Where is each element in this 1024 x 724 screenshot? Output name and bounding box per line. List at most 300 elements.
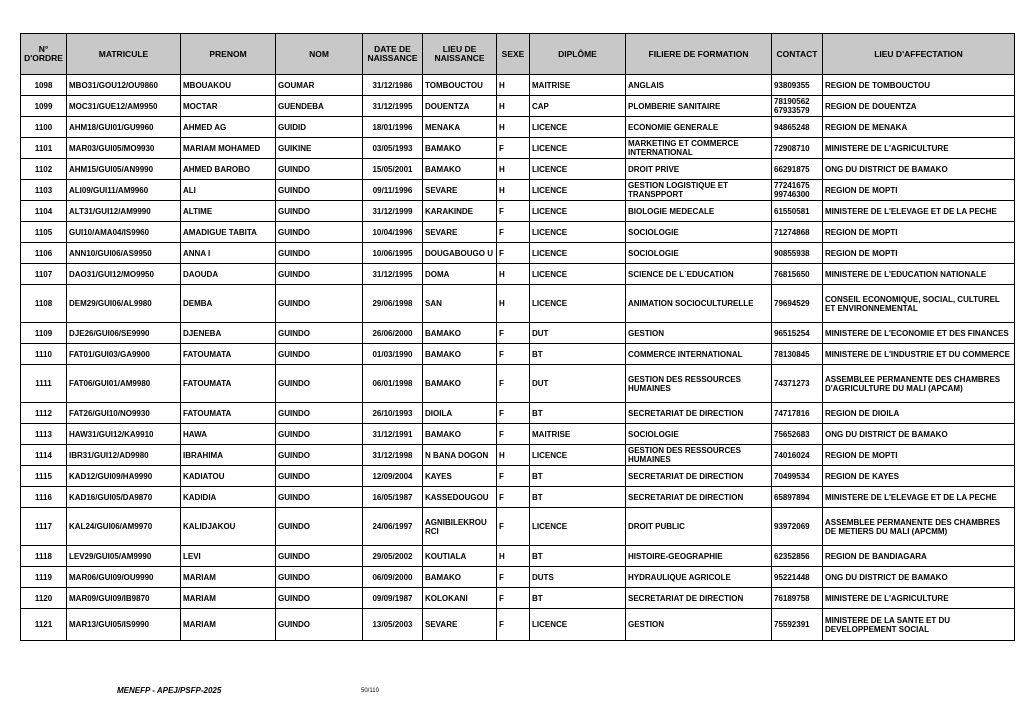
cell-diplome: LICENCE (530, 222, 626, 243)
cell-ordre: 1107 (21, 264, 67, 285)
cell-ordre: 1112 (21, 403, 67, 424)
cell-nom: GUINDO (276, 344, 363, 365)
cell-nom: GUINDO (276, 424, 363, 445)
cell-date-naissance: 13/05/2003 (363, 609, 423, 641)
cell-affectation: MINISTERE DE L'EDUCATION NATIONALE (823, 264, 1015, 285)
cell-ordre: 1115 (21, 466, 67, 487)
cell-sexe: F (497, 243, 530, 264)
cell-filiere: GESTION LOGISTIQUE ET TRANSPPORT (626, 180, 772, 201)
cell-contact: 76815650 (772, 264, 823, 285)
cell-ordre: 1117 (21, 508, 67, 546)
cell-ordre: 1121 (21, 609, 67, 641)
cell-lieu-naissance: BAMAKO (423, 159, 497, 180)
cell-nom: GUINDO (276, 588, 363, 609)
cell-diplome: LICENCE (530, 508, 626, 546)
cell-contact: 70499534 (772, 466, 823, 487)
cell-contact: 95221448 (772, 567, 823, 588)
cell-date-naissance: 31/12/1998 (363, 445, 423, 466)
cell-matricule: MBO31/GOU12/OU9860 (67, 75, 181, 96)
cell-sexe: F (497, 403, 530, 424)
table-row (21, 466, 1015, 487)
cell-prenom: LEVI (181, 546, 276, 567)
cell-affectation: REGION DE MOPTI (823, 222, 1015, 243)
cell-matricule: AHM18/GUI01/GU9960 (67, 117, 181, 138)
cell-prenom: MARIAM MOHAMED (181, 138, 276, 159)
cell-affectation: ASSEMBLEE PERMANENTE DES CHAMBRES DE METIERS DU MALI (APCMM) (823, 508, 1015, 546)
header-date-naissance: DATE DE NAISSANCE (363, 34, 423, 75)
cell-diplome: BT (530, 466, 626, 487)
cell-lieu-naissance: SEVARE (423, 222, 497, 243)
cell-contact: 61550581 (772, 201, 823, 222)
cell-prenom: FATOUMATA (181, 344, 276, 365)
cell-date-naissance: 15/05/2001 (363, 159, 423, 180)
cell-contact: 78190562 67933579 (772, 96, 823, 117)
cell-ordre: 1113 (21, 424, 67, 445)
table-header-row (21, 34, 1015, 75)
cell-nom: GUINDO (276, 403, 363, 424)
cell-nom: GUINDO (276, 365, 363, 403)
cell-ordre: 1098 (21, 75, 67, 96)
cell-ordre: 1100 (21, 117, 67, 138)
cell-diplome: DUT (530, 365, 626, 403)
cell-prenom: AHMED BAROBO (181, 159, 276, 180)
cell-sexe: H (497, 96, 530, 117)
cell-filiere: DROIT PRIVE (626, 159, 772, 180)
cell-lieu-naissance: DIOILA (423, 403, 497, 424)
cell-sexe: H (497, 285, 530, 323)
cell-diplome: LICENCE (530, 243, 626, 264)
table-row (21, 96, 1015, 117)
cell-contact: 90855938 (772, 243, 823, 264)
cell-affectation: MINISTERE DE L'ELEVAGE ET DE LA PECHE (823, 487, 1015, 508)
cell-ordre: 1103 (21, 180, 67, 201)
cell-sexe: H (497, 75, 530, 96)
table-row (21, 424, 1015, 445)
cell-lieu-naissance: SEVARE (423, 609, 497, 641)
cell-prenom: DAOUDA (181, 264, 276, 285)
cell-date-naissance: 24/06/1997 (363, 508, 423, 546)
cell-nom: GUINDO (276, 285, 363, 323)
cell-lieu-naissance: KOUTIALA (423, 546, 497, 567)
cell-filiere: MARKETING ET COMMERCE INTERNATIONAL (626, 138, 772, 159)
cell-lieu-naissance: BAMAKO (423, 365, 497, 403)
cell-sexe: F (497, 138, 530, 159)
cell-contact: 74016024 (772, 445, 823, 466)
cell-date-naissance: 26/10/1993 (363, 403, 423, 424)
cell-filiere: SOCIOLOGIE (626, 222, 772, 243)
table-row (21, 567, 1015, 588)
cell-contact: 75592391 (772, 609, 823, 641)
cell-sexe: H (497, 180, 530, 201)
cell-date-naissance: 26/06/2000 (363, 323, 423, 344)
cell-diplome: CAP (530, 96, 626, 117)
cell-sexe: H (497, 445, 530, 466)
cell-affectation: REGION DE KAYES (823, 466, 1015, 487)
cell-lieu-naissance: DOUENTZA (423, 96, 497, 117)
cell-matricule: MAR09/GUI09/IB9870 (67, 588, 181, 609)
cell-sexe: F (497, 201, 530, 222)
header-sexe: SEXE (497, 34, 530, 75)
table-row (21, 159, 1015, 180)
cell-sexe: F (497, 487, 530, 508)
cell-affectation: REGION DE MOPTI (823, 243, 1015, 264)
cell-ordre: 1118 (21, 546, 67, 567)
cell-ordre: 1116 (21, 487, 67, 508)
cell-lieu-naissance: SEVARE (423, 180, 497, 201)
cell-matricule: ALI09/GUI11/AM9960 (67, 180, 181, 201)
table-row (21, 508, 1015, 546)
table-row (21, 365, 1015, 403)
cell-nom: GUINDO (276, 546, 363, 567)
cell-ordre: 1099 (21, 96, 67, 117)
cell-date-naissance: 16/05/1987 (363, 487, 423, 508)
cell-contact: 74371273 (772, 365, 823, 403)
cell-matricule: GUI10/AMA04/IS9960 (67, 222, 181, 243)
cell-sexe: F (497, 365, 530, 403)
cell-prenom: MBOUAKOU (181, 75, 276, 96)
cell-matricule: KAD16/GUI05/DA9870 (67, 487, 181, 508)
cell-diplome: LICENCE (530, 609, 626, 641)
cell-sexe: H (497, 117, 530, 138)
cell-affectation: REGION DE BANDIAGARA (823, 546, 1015, 567)
cell-matricule: ALT31/GUI12/AM9990 (67, 201, 181, 222)
cell-prenom: KADIATOU (181, 466, 276, 487)
cell-filiere: GESTION DES RESSOURCES HUMAINES (626, 365, 772, 403)
table-row (21, 201, 1015, 222)
cell-nom: GUINDO (276, 180, 363, 201)
cell-ordre: 1114 (21, 445, 67, 466)
cell-affectation: MINISTERE DE L'INDUSTRIE ET DU COMMERCE (823, 344, 1015, 365)
table-row (21, 285, 1015, 323)
cell-prenom: ANNA I (181, 243, 276, 264)
cell-prenom: MOCTAR (181, 96, 276, 117)
cell-ordre: 1120 (21, 588, 67, 609)
header-filiere: FILIERE DE FORMATION (626, 34, 772, 75)
cell-lieu-naissance: AGNIBILEKROU RCI (423, 508, 497, 546)
cell-matricule: LEV29/GUI05/AM9990 (67, 546, 181, 567)
cell-prenom: AHMED AG (181, 117, 276, 138)
cell-nom: GUIDID (276, 117, 363, 138)
cell-nom: GUINDO (276, 323, 363, 344)
cell-contact: 94865248 (772, 117, 823, 138)
table-row (21, 403, 1015, 424)
cell-matricule: MAR06/GUI09/OU9990 (67, 567, 181, 588)
cell-diplome: LICENCE (530, 180, 626, 201)
table-row (21, 264, 1015, 285)
cell-date-naissance: 06/09/2000 (363, 567, 423, 588)
cell-date-naissance: 29/05/2002 (363, 546, 423, 567)
table-row (21, 546, 1015, 567)
cell-nom: GUIKINE (276, 138, 363, 159)
cell-contact: 71274868 (772, 222, 823, 243)
header-affectation: LIEU D'AFFECTATION (823, 34, 1015, 75)
cell-filiere: SCIENCE DE L`EDUCATION (626, 264, 772, 285)
cell-lieu-naissance: N BANA DOGON (423, 445, 497, 466)
header-prenom: PRENOM (181, 34, 276, 75)
table-row (21, 609, 1015, 641)
cell-nom: GUINDO (276, 466, 363, 487)
cell-date-naissance: 31/12/1991 (363, 424, 423, 445)
page-number: 50/110 (361, 688, 379, 694)
cell-lieu-naissance: KARAKINDE (423, 201, 497, 222)
cell-filiere: GESTION (626, 609, 772, 641)
cell-matricule: HAW31/GUI12/KA9910 (67, 424, 181, 445)
table-row (21, 487, 1015, 508)
header-contact: CONTACT (772, 34, 823, 75)
cell-filiere: GESTION DES RESSOURCES HUMAINES (626, 445, 772, 466)
cell-filiere: SECRETARIAT DE DIRECTION (626, 588, 772, 609)
cell-affectation: REGION DE MOPTI (823, 180, 1015, 201)
table-row (21, 180, 1015, 201)
cell-lieu-naissance: SAN (423, 285, 497, 323)
cell-prenom: KALIDJAKOU (181, 508, 276, 546)
cell-affectation: REGION DE TOMBOUCTOU (823, 75, 1015, 96)
cell-sexe: F (497, 609, 530, 641)
cell-contact: 77241675 99746300 (772, 180, 823, 201)
cell-diplome: LICENCE (530, 138, 626, 159)
cell-contact: 78130845 (772, 344, 823, 365)
cell-matricule: ANN10/GUI06/AS9950 (67, 243, 181, 264)
cell-filiere: GESTION (626, 323, 772, 344)
cell-affectation: CONSEIL ECONOMIQUE, SOCIAL, CULTUREL ET ENVIRONNEMENTAL (823, 285, 1015, 323)
cell-date-naissance: 06/01/1998 (363, 365, 423, 403)
cell-prenom: DEMBA (181, 285, 276, 323)
cell-nom: GUINDO (276, 264, 363, 285)
cell-sexe: F (497, 567, 530, 588)
cell-affectation: MINISTERE DE LA SANTE ET DU DEVELOPPEMENT SOCIAL (823, 609, 1015, 641)
cell-ordre: 1108 (21, 285, 67, 323)
cell-sexe: F (497, 508, 530, 546)
cell-filiere: DROIT PUBLIC (626, 508, 772, 546)
cell-ordre: 1104 (21, 201, 67, 222)
cell-prenom: MARIAM (181, 588, 276, 609)
header-nom: NOM (276, 34, 363, 75)
cell-filiere: BIOLOGIE MEDECALE (626, 201, 772, 222)
cell-diplome: BT (530, 588, 626, 609)
cell-nom: GUINDO (276, 609, 363, 641)
cell-lieu-naissance: BAMAKO (423, 344, 497, 365)
cell-diplome: BT (530, 546, 626, 567)
cell-ordre: 1109 (21, 323, 67, 344)
cell-lieu-naissance: KAYES (423, 466, 497, 487)
cell-filiere: HYDRAULIQUE AGRICOLE (626, 567, 772, 588)
cell-nom: GUINDO (276, 487, 363, 508)
cell-affectation: MINISTERE DE L'ELEVAGE ET DE LA PECHE (823, 201, 1015, 222)
cell-prenom: DJENEBA (181, 323, 276, 344)
cell-affectation: REGION DE DOUENTZA (823, 96, 1015, 117)
cell-ordre: 1111 (21, 365, 67, 403)
cell-contact: 65897894 (772, 487, 823, 508)
header-lieu-naissance: LIEU DE NAISSANCE (423, 34, 497, 75)
cell-contact: 76189758 (772, 588, 823, 609)
cell-contact: 93809355 (772, 75, 823, 96)
cell-diplome: MAITRISE (530, 424, 626, 445)
cell-filiere: ANGLAIS (626, 75, 772, 96)
cell-prenom: KADIDIA (181, 487, 276, 508)
cell-filiere: PLOMBERIE SANITAIRE (626, 96, 772, 117)
cell-matricule: IBR31/GUI12/AD9980 (67, 445, 181, 466)
cell-lieu-naissance: KOLOKANI (423, 588, 497, 609)
cell-prenom: HAWA (181, 424, 276, 445)
table-row (21, 222, 1015, 243)
cell-filiere: SECRETARIAT DE DIRECTION (626, 487, 772, 508)
table-row (21, 344, 1015, 365)
cell-matricule: MOC31/GUE12/AM9950 (67, 96, 181, 117)
cell-filiere: SOCIOLOGIE (626, 243, 772, 264)
cell-sexe: F (497, 323, 530, 344)
cell-lieu-naissance: KASSEDOUGOU (423, 487, 497, 508)
cell-lieu-naissance: MENAKA (423, 117, 497, 138)
cell-prenom: ALI (181, 180, 276, 201)
cell-diplome: LICENCE (530, 285, 626, 323)
cell-contact: 74717816 (772, 403, 823, 424)
cell-prenom: FATOUMATA (181, 403, 276, 424)
cell-nom: GUENDEBA (276, 96, 363, 117)
cell-matricule: FAT01/GUI03/GA9900 (67, 344, 181, 365)
cell-sexe: F (497, 344, 530, 365)
cell-matricule: DEM29/GUI06/AL9980 (67, 285, 181, 323)
table-row (21, 588, 1015, 609)
cell-date-naissance: 10/06/1995 (363, 243, 423, 264)
cell-diplome: BT (530, 487, 626, 508)
header-ordre: N° D'ORDRE (21, 34, 67, 75)
cell-date-naissance: 09/11/1996 (363, 180, 423, 201)
cell-sexe: H (497, 159, 530, 180)
cell-date-naissance: 01/03/1990 (363, 344, 423, 365)
table-row (21, 445, 1015, 466)
cell-date-naissance: 10/04/1996 (363, 222, 423, 243)
cell-affectation: MINISTERE DE L'ECONOMIE ET DES FINANCES (823, 323, 1015, 344)
cell-filiere: ANIMATION SOCIOCULTURELLE (626, 285, 772, 323)
cell-affectation: REGION DE MENAKA (823, 117, 1015, 138)
footer-program-label: MENEFP - APEJ/PSFP-2025 (117, 686, 222, 695)
cell-diplome: MAITRISE (530, 75, 626, 96)
cell-ordre: 1101 (21, 138, 67, 159)
cell-ordre: 1105 (21, 222, 67, 243)
cell-prenom: IBRAHIMA (181, 445, 276, 466)
beneficiaries-table (20, 33, 1015, 641)
cell-filiere: SOCIOLOGIE (626, 424, 772, 445)
cell-prenom: MARIAM (181, 567, 276, 588)
cell-diplome: LICENCE (530, 159, 626, 180)
table-row (21, 243, 1015, 264)
cell-diplome: LICENCE (530, 201, 626, 222)
cell-diplome: BT (530, 344, 626, 365)
cell-affectation: ASSEMBLEE PERMANENTE DES CHAMBRES D'AGRICULTURE DU MALI (APCAM) (823, 365, 1015, 403)
cell-matricule: KAD12/GUI09/HA9990 (67, 466, 181, 487)
cell-prenom: AMADIGUE TABITA (181, 222, 276, 243)
cell-lieu-naissance: BAMAKO (423, 567, 497, 588)
cell-nom: GUINDO (276, 201, 363, 222)
cell-nom: GUINDO (276, 567, 363, 588)
cell-affectation: MINISTERE DE L'AGRICULTURE (823, 588, 1015, 609)
cell-filiere: SECRETARIAT DE DIRECTION (626, 466, 772, 487)
cell-matricule: FAT06/GUI01/AM9980 (67, 365, 181, 403)
header-matricule: MATRICULE (67, 34, 181, 75)
cell-nom: GUINDO (276, 243, 363, 264)
cell-ordre: 1110 (21, 344, 67, 365)
cell-diplome: BT (530, 403, 626, 424)
cell-date-naissance: 03/05/1993 (363, 138, 423, 159)
cell-contact: 66291875 (772, 159, 823, 180)
header-diplome: DIPLÔME (530, 34, 626, 75)
table-row (21, 75, 1015, 96)
cell-contact: 93972069 (772, 508, 823, 546)
cell-date-naissance: 12/09/2004 (363, 466, 423, 487)
cell-date-naissance: 31/12/1986 (363, 75, 423, 96)
cell-sexe: F (497, 588, 530, 609)
table-row (21, 138, 1015, 159)
cell-matricule: FAT26/GUI10/NO9930 (67, 403, 181, 424)
cell-diplome: LICENCE (530, 264, 626, 285)
cell-diplome: LICENCE (530, 117, 626, 138)
cell-lieu-naissance: BAMAKO (423, 138, 497, 159)
cell-sexe: F (497, 424, 530, 445)
cell-filiere: ECONOMIE GENERALE (626, 117, 772, 138)
cell-nom: GOUMAR (276, 75, 363, 96)
cell-prenom: FATOUMATA (181, 365, 276, 403)
cell-contact: 79694529 (772, 285, 823, 323)
cell-prenom: ALTIME (181, 201, 276, 222)
cell-diplome: LICENCE (530, 445, 626, 466)
cell-matricule: DAO31/GUI12/MO9950 (67, 264, 181, 285)
cell-nom: GUINDO (276, 222, 363, 243)
cell-sexe: F (497, 466, 530, 487)
cell-matricule: DJE26/GUI06/SE9990 (67, 323, 181, 344)
cell-date-naissance: 31/12/1995 (363, 264, 423, 285)
cell-filiere: SECRETARIAT DE DIRECTION (626, 403, 772, 424)
cell-affectation: ONG DU DISTRICT DE BAMAKO (823, 424, 1015, 445)
cell-lieu-naissance: TOMBOUCTOU (423, 75, 497, 96)
cell-contact: 62352856 (772, 546, 823, 567)
cell-affectation: ONG DU DISTRICT DE BAMAKO (823, 159, 1015, 180)
cell-lieu-naissance: DOUGABOUGO U (423, 243, 497, 264)
cell-date-naissance: 31/12/1999 (363, 201, 423, 222)
cell-lieu-naissance: BAMAKO (423, 323, 497, 344)
cell-lieu-naissance: DOMA (423, 264, 497, 285)
cell-affectation: REGION DE DIOILA (823, 403, 1015, 424)
cell-nom: GUINDO (276, 159, 363, 180)
cell-filiere: HISTOIRE-GEOGRAPHIE (626, 546, 772, 567)
cell-affectation: MINISTERE DE L'AGRICULTURE (823, 138, 1015, 159)
cell-filiere: COMMERCE INTERNATIONAL (626, 344, 772, 365)
cell-contact: 75652683 (772, 424, 823, 445)
cell-affectation: ONG DU DISTRICT DE BAMAKO (823, 567, 1015, 588)
cell-nom: GUINDO (276, 445, 363, 466)
cell-date-naissance: 31/12/1995 (363, 96, 423, 117)
cell-matricule: KAL24/GUI06/AM9970 (67, 508, 181, 546)
table-row (21, 117, 1015, 138)
cell-ordre: 1106 (21, 243, 67, 264)
cell-diplome: DUT (530, 323, 626, 344)
cell-nom: GUINDO (276, 508, 363, 546)
cell-sexe: H (497, 546, 530, 567)
cell-matricule: AHM15/GUI05/AN9990 (67, 159, 181, 180)
cell-affectation: REGION DE MOPTI (823, 445, 1015, 466)
cell-matricule: MAR13/GUI05/IS9990 (67, 609, 181, 641)
cell-ordre: 1119 (21, 567, 67, 588)
cell-diplome: DUTS (530, 567, 626, 588)
cell-contact: 96515254 (772, 323, 823, 344)
cell-sexe: F (497, 222, 530, 243)
cell-ordre: 1102 (21, 159, 67, 180)
cell-date-naissance: 29/06/1998 (363, 285, 423, 323)
cell-matricule: MAR03/GUI05/MO9930 (67, 138, 181, 159)
cell-contact: 72908710 (772, 138, 823, 159)
cell-date-naissance: 09/09/1987 (363, 588, 423, 609)
cell-lieu-naissance: BAMAKO (423, 424, 497, 445)
cell-date-naissance: 18/01/1996 (363, 117, 423, 138)
